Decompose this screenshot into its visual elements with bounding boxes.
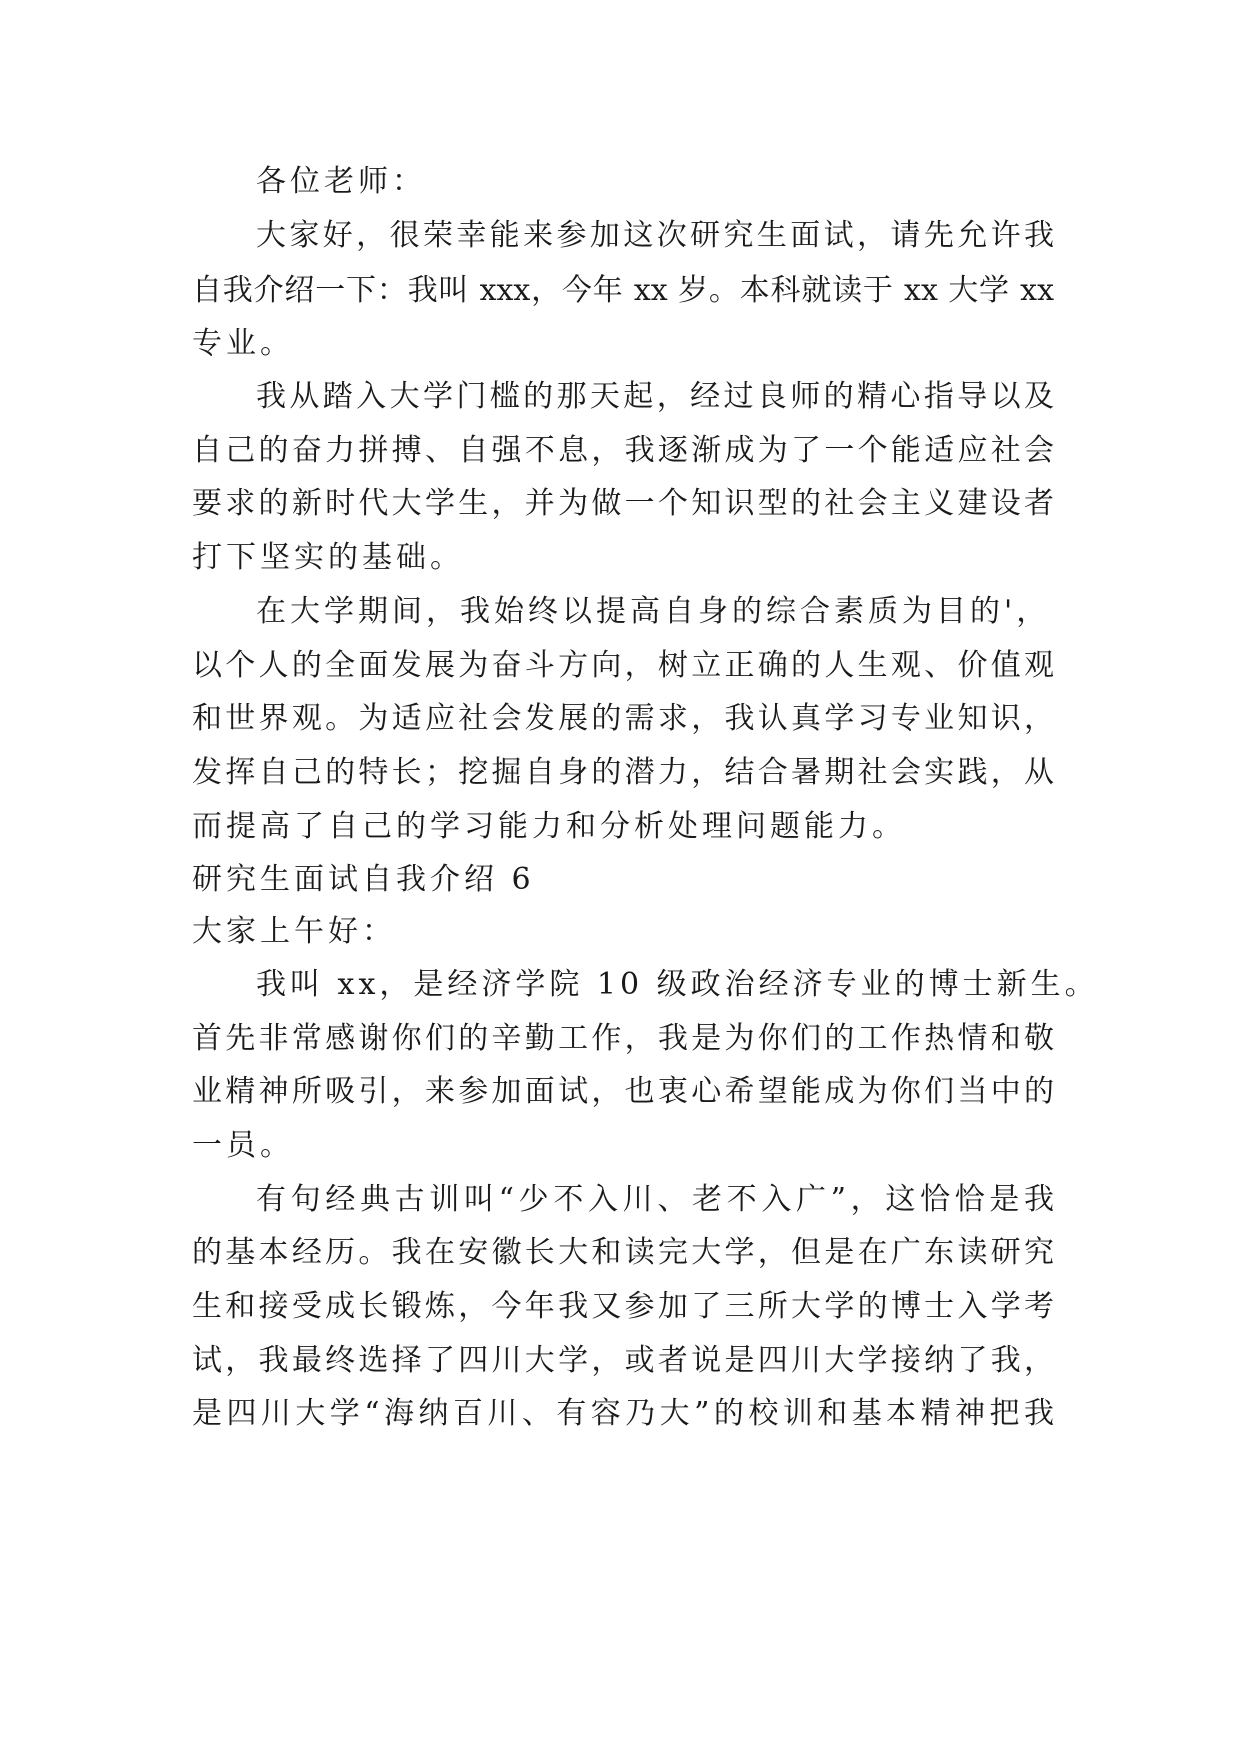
- salutation-line: 各位老师：: [256, 164, 426, 199]
- paragraph-line: 以个人的全面发展为奋斗方向，树立正确的人生观、价值观: [192, 648, 1054, 683]
- paragraph-line: 首先非常感谢你们的辛勤工作，我是为你们的工作热情和敬: [192, 1021, 1054, 1056]
- paragraph-line: 而提高了自己的学习能力和分析处理问题能力。: [192, 809, 906, 844]
- paragraph-line: 的基本经历。我在安徽长大和读完大学，但是在广东读研究: [192, 1235, 1054, 1270]
- paragraph-line: 生和接受成长锻炼，今年我又参加了三所大学的博士入学考: [192, 1289, 1054, 1324]
- paragraph-line: 在大学期间，我始终以提高自身的综合素质为目的'，: [256, 594, 1051, 629]
- paragraph-line: 我叫 xx，是经济学院 10 级政治经济专业的博士新生。: [256, 967, 1099, 1002]
- paragraph-line: 专业。: [192, 326, 294, 361]
- paragraph-line: 要求的新时代大学生，并为做一个知识型的社会主义建设者: [192, 486, 1054, 521]
- paragraph-line: 自我介绍一下：我叫 xxx，今年 xx 岁。本科就读于 xx 大学 xx: [192, 273, 1054, 308]
- paragraph-line: 大家好，很荣幸能来参加这次研究生面试，请先允许我: [256, 218, 1054, 253]
- section-heading: 研究生面试自我介绍 6: [192, 862, 535, 897]
- paragraph-line: 和世界观。为适应社会发展的需求，我认真学习专业知识，: [192, 701, 1054, 736]
- paragraph-line: 我从踏入大学门槛的那天起，经过良师的精心指导以及: [256, 379, 1054, 414]
- paragraph-line: 发挥自己的特长；挖掘自身的潜力，结合暑期社会实践，从: [192, 755, 1054, 790]
- paragraph-line: 试，我最终选择了四川大学，或者说是四川大学接纳了我，: [192, 1343, 1054, 1378]
- paragraph-line: 有句经典古训叫“少不入川、老不入广”，这恰恰是我: [256, 1182, 1054, 1217]
- greeting-line: 大家上午好：: [192, 914, 396, 949]
- paragraph-line: 自己的奋力拼搏、自强不息，我逐渐成为了一个能适应社会: [192, 433, 1054, 468]
- paragraph-line: 打下坚实的基础。: [192, 540, 464, 575]
- paragraph-line: 一员。: [192, 1128, 294, 1163]
- paragraph-line: 是四川大学“海纳百川、有容乃大”的校训和基本精神把我: [192, 1396, 1054, 1431]
- paragraph-line: 业精神所吸引，来参加面试，也衷心希望能成为你们当中的: [192, 1074, 1054, 1109]
